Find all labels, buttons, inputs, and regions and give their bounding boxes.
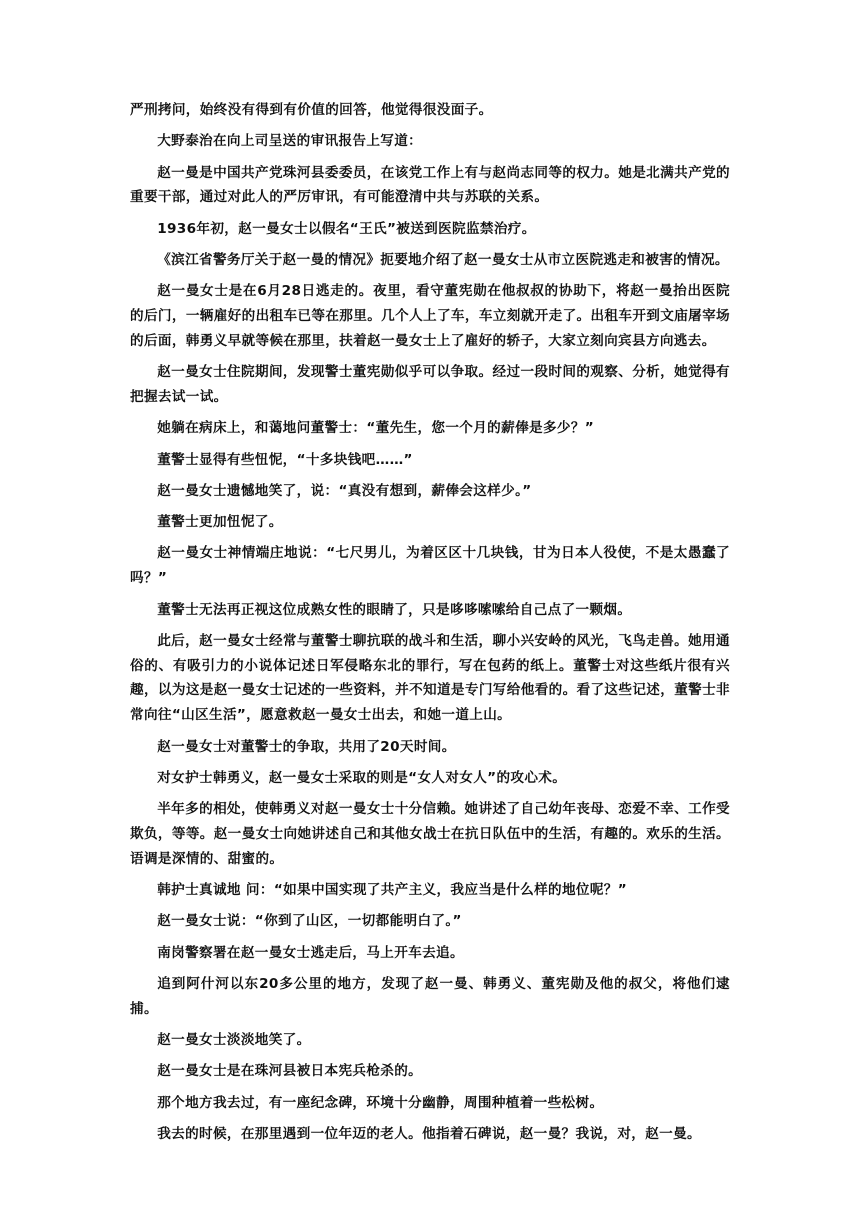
paragraph: 董警士更加忸怩了。 bbox=[157, 514, 283, 531]
paragraph: 对女护士韩勇义，赵一曼女士采取的则是“女人对女人”的攻心术。 bbox=[157, 769, 567, 786]
paragraph: 南岗警察署在赵一曼女士逃走后，马上开车去追。 bbox=[157, 944, 464, 961]
paragraph: 赵一曼女士是在珠河县被日本宪兵枪杀的。 bbox=[157, 1063, 423, 1080]
paragraph: 她躺在病床上，和蔼地问董警士：“董先生，您一个月的薪俸是多少？” bbox=[157, 420, 595, 437]
paragraph: 赵一曼是中国共产党珠河县委委员，在该党工作上有与赵尚志同等的权力。她是北满共产党的重要干部，通过对此人的严厉审讯，有可能澄清中共与苏联的关系。 bbox=[130, 164, 730, 206]
paragraph: 我去的时候，在那里遇到一位年迈的老人。他指着石碑说，赵一曼？我说，对，赵一曼。 bbox=[157, 1125, 701, 1142]
paragraph: 赵一曼女士住院期间，发现警士董宪勋似乎可以争取。经过一段时间的观察、分析，她觉得有把握去试一试。 bbox=[130, 364, 730, 405]
paragraph: 赵一曼女士遗憾地笑了，说：“真没有想到，薪俸会这样少。” bbox=[157, 482, 532, 499]
paragraph: 董警士显得有些忸怩，“十多块钱吧……” bbox=[157, 451, 413, 468]
paragraph: 《滨江省警务厅关于赵一曼的情况》扼要地介绍了赵一曼女士从市立医院逃走和被害的情况。 bbox=[157, 251, 729, 268]
paragraph: 大野泰治在向上司呈送的审讯报告上写道： bbox=[157, 133, 423, 150]
paragraph: 赵一曼女士神情端庄地说：“七尺男儿，为着区区十几块钱，甘为日本人役使，不是太愚蠢了吗？” bbox=[130, 545, 730, 587]
document-body bbox=[130, 98, 730, 1153]
paragraph: 追到阿什河以东20多公里的地方，发现了赵一曼、韩勇义、董宪勋及他的叔父，将他们逮捕。 bbox=[130, 975, 730, 1017]
paragraph: 严刑拷问，始终没有得到有价值的回答，他觉得很没面子。 bbox=[130, 102, 493, 118]
paragraph: 赵一曼女士是在6月28日逃走的。夜里，看守董宪勋在他叔叔的协助下，将赵一曼抬出医院的后门，一辆雇好的出租车已等在那里。几个人上了车，车立刻就开走了。出租车开到文庙屠宰场的后面，韩勇义早就等候在那里，扶着赵一曼女士上了雇好的轿子，大家立刻向宾县方向逃去。 bbox=[130, 283, 730, 349]
paragraph: 半年多的相处，使韩勇义对赵一曼女士十分信赖。她讲述了自己幼年丧母、恋爱不幸、工作受欺负，等等。赵一曼女士向她讲述自己和其他女战士在抗日队伍中的生活，有趣的。欢乐的生活。语调是深情的、甜蜜的。 bbox=[130, 801, 730, 867]
paragraph: 赵一曼女士对董警士的争取，共用了20天时间。 bbox=[157, 738, 456, 755]
paragraph: 那个地方我去过，有一座纪念碑，环境十分幽静，周围种植着一些松树。 bbox=[157, 1094, 604, 1111]
paragraph: 此后，赵一曼女士经常与董警士聊抗联的战斗和生活，聊小兴安岭的风光，飞鸟走兽。她用通俗的、有吸引力的小说体记述日军侵略东北的罪行，写在包药的纸上。董警士对这些纸片很有兴趣，以为这是赵一曼女士记述的一些资料，并不知道是专门写给他看的。看了这些记述，董警士非常向往“山区生活”，愿意救赵一曼女士出去，和她一道上山。 bbox=[130, 632, 730, 724]
paragraph: 赵一曼女士淡淡地笑了。 bbox=[157, 1032, 311, 1048]
paragraph: 董警士无法再正视这位成熟女性的眼睛了，只是哆哆嗦嗦给自己点了一颗烟。 bbox=[157, 601, 632, 618]
paragraph: 1936年初，赵一曼女士以假名“王氏”被送到医院监禁治疗。 bbox=[157, 220, 536, 237]
paragraph: 韩护士真诚地 问：“如果中国实现了共产主义，我应当是什么样的地位呢？” bbox=[157, 882, 628, 899]
paragraph: 赵一曼女士说：“你到了山区，一切都能明白了。” bbox=[157, 913, 462, 930]
